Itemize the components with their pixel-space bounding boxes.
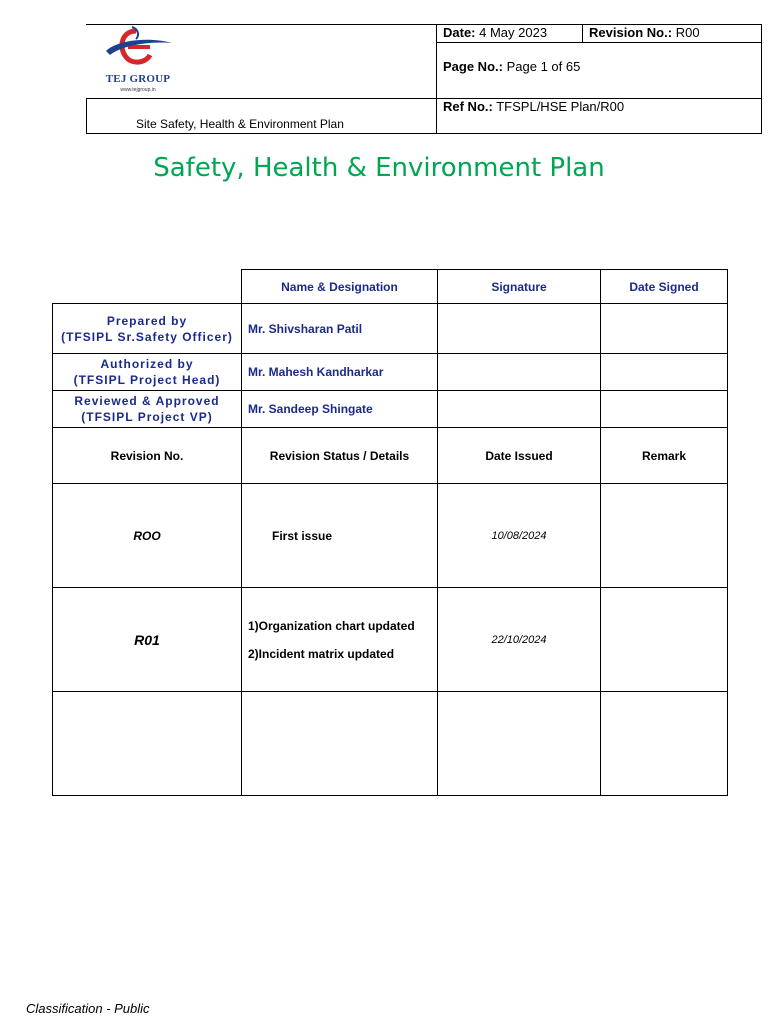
signature-cell-authorized <box>438 354 601 391</box>
page-value: Page 1 of 65 <box>506 59 581 74</box>
date-signed-cell-prepared <box>601 304 728 354</box>
header-name-designation: Name & Designation <box>242 270 438 304</box>
revision-remark <box>601 692 728 796</box>
logo-mark-icon <box>92 25 184 73</box>
role-designation: (TFSIPL Project Head) <box>73 373 221 387</box>
page-label: Page No.: <box>443 59 503 74</box>
header-date-issued: Date Issued <box>438 428 601 484</box>
revision-header-row <box>53 428 728 484</box>
tej-group-logo <box>92 25 184 95</box>
header-divider-date <box>436 42 762 43</box>
revision-detail-line: 1)Organization chart updated <box>248 618 415 633</box>
revision-details <box>242 588 438 692</box>
revision-date-issued: 22/10/2024 <box>438 588 601 692</box>
revision-row <box>53 484 728 588</box>
ref-value: TFSPL/HSE Plan/R00 <box>496 99 625 114</box>
role-title: Prepared by <box>106 313 188 328</box>
name-authorized: Mr. Mahesh Kandharkar <box>242 354 438 391</box>
header-border-right <box>761 24 762 134</box>
header-revision-status: Revision Status / Details <box>242 428 438 484</box>
revision-detail-line: 2)Incident matrix updated <box>248 646 395 661</box>
role-approved <box>53 391 242 428</box>
signature-row-approved <box>53 391 728 428</box>
revision-remark <box>601 588 728 692</box>
revision-label: Revision No.: <box>589 25 673 40</box>
name-prepared: Mr. Shivsharan Patil <box>242 304 438 354</box>
revision-number: R01 <box>53 588 242 692</box>
signature-cell-approved <box>438 391 601 428</box>
revision-value: R00 <box>675 25 700 40</box>
revision-number <box>53 692 242 796</box>
document-label: Site Safety, Health & Environment Plan <box>136 117 344 131</box>
date-label: Date: <box>443 25 476 40</box>
revision-remark <box>601 484 728 588</box>
document-header <box>86 24 762 134</box>
revision-row-empty <box>53 692 728 796</box>
role-designation: (TFSIPL Sr.Safety Officer) <box>61 329 233 344</box>
header-remark: Remark <box>601 428 728 484</box>
role-title: Reviewed & Approved <box>74 394 220 408</box>
logo-brand-text: TEJ GROUP <box>105 73 171 85</box>
revision-number: ROO <box>53 484 242 588</box>
role-authorized <box>53 354 242 391</box>
revision-details <box>242 692 438 796</box>
revision-details: First issue <box>242 484 438 588</box>
role-designation: (TFSIPL Project VP) <box>81 410 213 424</box>
signature-row-authorized <box>53 354 728 391</box>
header-signature: Signature <box>438 270 601 304</box>
approval-revision-table <box>52 269 728 796</box>
name-approved: Mr. Sandeep Shingate <box>242 391 438 428</box>
date-field <box>443 25 547 40</box>
header-revision-no: Revision No. <box>53 428 242 484</box>
signature-row-prepared <box>53 304 728 354</box>
header-divider-revision <box>582 24 583 42</box>
header-border-left <box>86 98 87 134</box>
empty-corner-cell <box>53 270 242 304</box>
classification-footer: Classification - Public <box>26 1001 150 1016</box>
role-title: Authorized by <box>100 357 194 371</box>
revision-field <box>589 25 700 40</box>
signature-cell-prepared <box>438 304 601 354</box>
header-border-bottom <box>86 133 762 134</box>
ref-label: Ref No.: <box>443 99 493 114</box>
header-date-signed: Date Signed <box>601 270 728 304</box>
header-divider-page <box>86 98 762 99</box>
date-signed-cell-authorized <box>601 354 728 391</box>
revision-date-issued <box>438 692 601 796</box>
revision-row <box>53 588 728 692</box>
signature-header-row <box>53 270 728 304</box>
role-prepared <box>53 304 242 354</box>
header-divider-vertical <box>436 24 437 134</box>
revision-date-issued: 10/08/2024 <box>438 484 601 588</box>
ref-field <box>443 99 624 114</box>
date-value: 4 May 2023 <box>479 25 548 40</box>
page-field <box>443 59 580 74</box>
date-signed-cell-approved <box>601 391 728 428</box>
page-title: Safety, Health & Environment Plan <box>153 153 605 183</box>
logo-url-text: www.tejgroup.in <box>120 87 156 93</box>
